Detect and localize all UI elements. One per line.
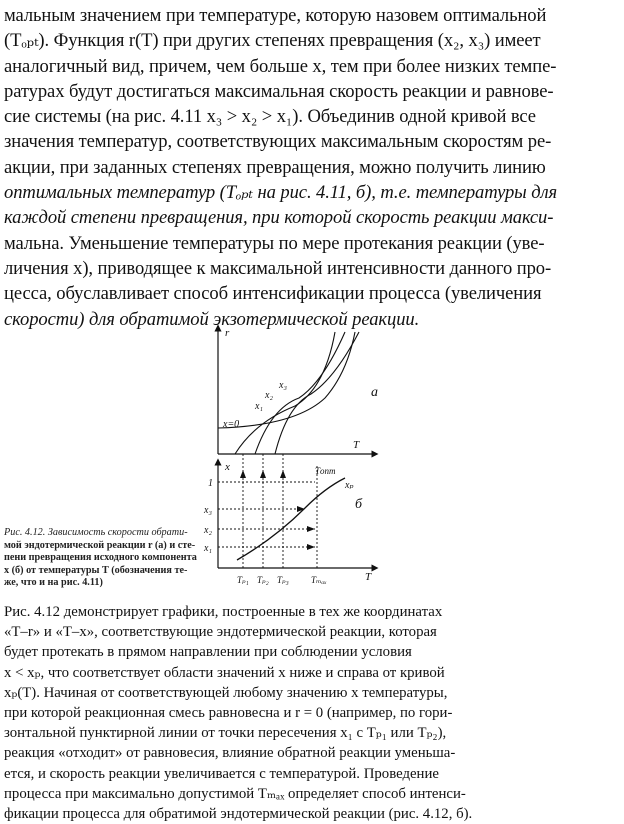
arrow-up-2 — [260, 470, 266, 478]
text-line: личения x), приводящее к максимальной интенсивности данного про- — [4, 257, 552, 279]
text-line: ется, и скорость реакции увеличивается с температурой. Проведение — [4, 765, 439, 782]
text-line: процесса при максимально допустимой Tₘₐₓ определяет способ интенси- — [4, 785, 466, 802]
curve-x3 — [275, 332, 359, 454]
text-line: сие системы (на рис. 4.11 x₃ > x₂ > x₁). Объединив одной кривой все — [4, 106, 536, 128]
curve-xp-label: xₚ — [345, 480, 354, 491]
caption-line: x (б) от температуры T (обозначения те- — [4, 564, 188, 576]
panel-b-y-label: x — [225, 461, 230, 473]
caption-line: же, что и на рис. 4.11) — [4, 577, 103, 589]
text-line: оптимальных температур (Tₒₚₜ на рис. 4.11, б), т.е. температуры для — [4, 182, 558, 204]
text-line: ратурах будут достигаться максимальная скорость реакции и равнове- — [4, 80, 554, 102]
text-line: акции, при заданных степенях превращения, можно получить линию — [4, 156, 546, 178]
text-line: мальным значением при температуре, которую назовем оптимальной — [4, 5, 547, 26]
panel-a-label: а — [371, 385, 378, 400]
ytick-x2: x₂ — [204, 525, 212, 536]
curve-label-x0: x=0 — [223, 419, 240, 430]
text-line: при которой реакционная смесь равновесна и r = 0 (например, по гори- — [4, 705, 453, 722]
caption-line: мой эндотермической реакции r (а) и сте- — [4, 539, 196, 551]
xtick-tp1: Tₚ₁ — [237, 575, 249, 585]
text-line: будет протекать в прямом направлении при соблюдении условия — [4, 644, 412, 661]
curve-x1 — [235, 332, 335, 454]
arrow-up-3 — [280, 470, 286, 478]
curve-xp — [237, 478, 345, 560]
panel-a-y-label: r — [225, 327, 230, 339]
panel-a-x-label: T — [353, 439, 360, 451]
caption-line: пени превращения исходного компонента — [4, 552, 197, 564]
text-line: значения температур, соответствующих максимальным скоростям ре- — [4, 131, 552, 153]
curve-label-x3: x₃ — [279, 380, 287, 391]
xtick-tp2: Tₚ₂ — [257, 575, 269, 585]
bottom-paragraph — [4, 602, 618, 824]
text-line: аналогичный вид, причем, чем больше x, тем при более низких темпе- — [4, 55, 557, 77]
curve-label-x1: x₁ — [255, 401, 263, 412]
arrow-right-x1 — [307, 544, 315, 550]
text-line: Рис. 4.12 демонстрирует графики, построенные в тех же координатах — [4, 604, 443, 620]
ytick-x1: x₁ — [204, 543, 212, 554]
curve-topt-label: Tопт — [315, 466, 336, 476]
panel-b-x-label: T — [365, 571, 372, 583]
curve-label-x2: x₂ — [265, 390, 273, 401]
text-line: фикации процесса для обратимой эндотермической реакции (рис. 4.12, б). — [4, 806, 473, 823]
top-paragraph — [4, 3, 618, 332]
caption-line: Рис. 4.12. Зависимость скорости обрати- — [4, 527, 188, 538]
text-line: «T–r» и «T–x», соответствующие эндотермической реакции, которая — [4, 624, 437, 641]
text-line: скорости) для обратимой экзотермической реакции. — [4, 308, 420, 330]
text-line: (Tₒₚₜ). Функция r(T) при других степенях превращения (x₂, x₃) имеет — [4, 30, 541, 52]
figure-caption — [4, 527, 216, 590]
text-line: x < xₚ, что соответствует области значений x ниже и справа от кривой — [4, 664, 445, 681]
arrow-right-x2 — [307, 526, 315, 532]
text-line: цесса, обуславливает способ интенсификации процесса (увеличения — [4, 283, 542, 305]
text-line: реакция «отходит» от равновесия, влияние обратной реакции уменьша- — [4, 745, 456, 762]
text-line: зонтальной пунктирной линии от точки пересечения x₁ с Tₚ₁ или Tₚ₂), — [4, 725, 447, 742]
text-line: каждой степени превращения, при которой скорость реакции макси- — [4, 207, 554, 229]
text-line: мальна. Уменьшение температуры по мере протекания реакции (уве- — [4, 232, 545, 254]
ytick-1: 1 — [208, 478, 213, 489]
ytick-x3: x₃ — [204, 505, 212, 516]
text-line: xₚ(T). Начиная от соответствующей любому значению x температуры, — [4, 684, 448, 701]
panel-b-label: б — [355, 497, 363, 512]
xtick-tp3: Tₚ₃ — [277, 575, 289, 585]
xtick-tmax: Tₘₐₓ — [311, 575, 327, 585]
arrow-up-1 — [240, 470, 246, 478]
